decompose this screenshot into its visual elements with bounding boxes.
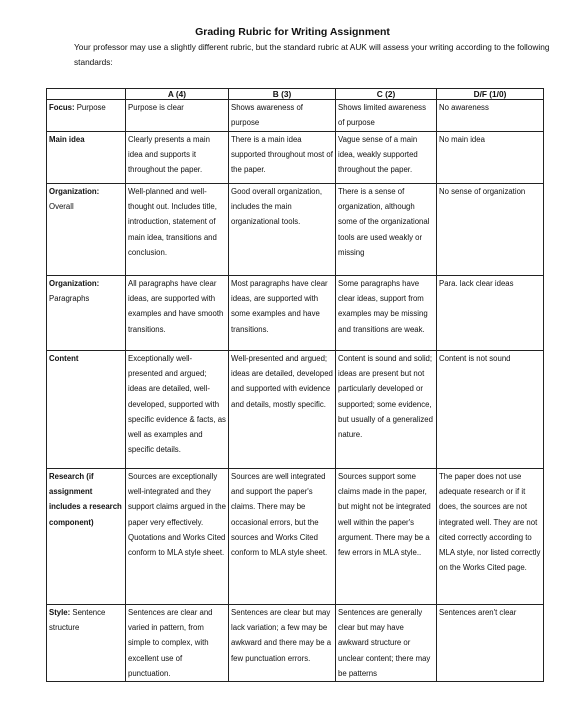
row-label-bold: Organization: xyxy=(49,187,100,196)
table-cell: Well-presented and argued; ideas are detailed, developed and supported with evidence and details, mostly specific. xyxy=(229,351,336,469)
table-cell: Content is sound and solid; ideas are present but not particularly developed or supported; some evidence, but usually of a generalized nature. xyxy=(336,351,437,469)
table-cell: Well-planned and well-thought out. Includes title, introduction, statement of main idea, transitions and conclusion. xyxy=(126,184,229,276)
table-cell: Sources are exceptionally well-integrated and they support claims argued in the paper very effectively. Quotations and Works Cited conform to MLA style sheet. xyxy=(126,469,229,605)
table-cell: Sentences aren't clear xyxy=(437,605,544,682)
table-row xyxy=(47,469,544,605)
table-cell: Sources are well integrated and support the paper's claims. There may be occasional errors, but the sources and Works Cited conform to MLA style sheet. xyxy=(229,469,336,605)
table-cell: Para. lack clear ideas xyxy=(437,276,544,351)
row-label-bold: Organization: xyxy=(49,279,100,288)
table-row xyxy=(47,276,544,351)
rubric-table xyxy=(46,88,544,682)
table-cell: The paper does not use adequate research or if it does, the sources are not integrated well. They are not cited correctly according to MLA style, nor listed correctly on the Works Cited page. xyxy=(437,469,544,605)
table-cell: There is a sense of organization, although some of the organizational tools are used weakly or missing xyxy=(336,184,437,276)
table-cell: Most paragraphs have clear ideas, are supported with some examples and have transitions. xyxy=(229,276,336,351)
document-title: Grading Rubric for Writing Assignment xyxy=(195,26,390,38)
header-grade-df: D/F (1/0) xyxy=(437,89,544,100)
table-cell: Sources support some claims made in the paper, but might not be integrated well within the paper's argument. There may be a few errors in MLA style.. xyxy=(336,469,437,605)
table-cell: Clearly presents a main idea and supports it throughout the paper. xyxy=(126,132,229,184)
header-row xyxy=(47,89,544,100)
table-row xyxy=(47,351,544,469)
row-label-rest: Sentence structure xyxy=(49,608,106,633)
table-cell: No awareness xyxy=(437,100,544,132)
header-grade-a: A (4) xyxy=(126,89,229,100)
table-cell: Sentences are clear but may lack variation; a few may be awkward and there may be a few punctuation errors. xyxy=(229,605,336,682)
row-label xyxy=(47,132,126,184)
row-label xyxy=(47,184,126,276)
row-label-bold: Focus: xyxy=(49,103,75,112)
row-label-rest: Overall xyxy=(49,202,74,212)
table-row xyxy=(47,605,544,682)
table-cell: Content is not sound xyxy=(437,351,544,469)
row-label xyxy=(47,469,126,605)
row-label xyxy=(47,605,126,682)
table-cell: Shows limited awareness of purpose xyxy=(336,100,437,132)
table-cell: Sentences are clear and varied in pattern, from simple to complex, with excellent use of punctuation. xyxy=(126,605,229,682)
table-cell: Good overall organization, includes the main organizational tools. xyxy=(229,184,336,276)
table-row xyxy=(47,100,544,132)
row-label-bold: Main idea xyxy=(49,135,85,144)
row-label-bold: Research (if assignment includes a research component) xyxy=(49,472,122,527)
table-cell: There is a main idea supported throughout most of the paper. xyxy=(229,132,336,184)
table-cell: Sentences are generally clear but may have awkward structure or unclear content; there may be patterns xyxy=(336,605,437,682)
table-row xyxy=(47,132,544,184)
row-label-bold: Content xyxy=(49,354,79,363)
table-row xyxy=(47,184,544,276)
table-cell: Shows awareness of purpose xyxy=(229,100,336,132)
table-cell: Vague sense of a main idea, weakly supported throughout the paper. xyxy=(336,132,437,184)
row-label xyxy=(47,100,126,132)
intro-paragraph: Your professor may use a slightly different rubric, but the standard rubric at AUK will assess your writing according to the following standards: xyxy=(74,42,550,67)
header-criterion xyxy=(47,89,126,100)
row-label-rest: Paragraphs xyxy=(49,294,90,304)
table-cell: Some paragraphs have clear ideas, support from examples may be missing and transitions are weak. xyxy=(336,276,437,351)
row-label xyxy=(47,276,126,351)
table-cell: No main idea xyxy=(437,132,544,184)
table-cell: No sense of organization xyxy=(437,184,544,276)
table-cell: Purpose is clear xyxy=(126,100,229,132)
row-label xyxy=(47,351,126,469)
table-cell: All paragraphs have clear ideas, are supported with examples and have smooth transitions. xyxy=(126,276,229,351)
table-cell: Exceptionally well-presented and argued; ideas are detailed, well-developed, supported with specific evidence & facts, as well as examples and specific details. xyxy=(126,351,229,469)
header-grade-c: C (2) xyxy=(336,89,437,100)
row-label-rest: Purpose xyxy=(74,103,106,112)
header-grade-b: B (3) xyxy=(229,89,336,100)
row-label-bold: Style: xyxy=(49,608,71,617)
